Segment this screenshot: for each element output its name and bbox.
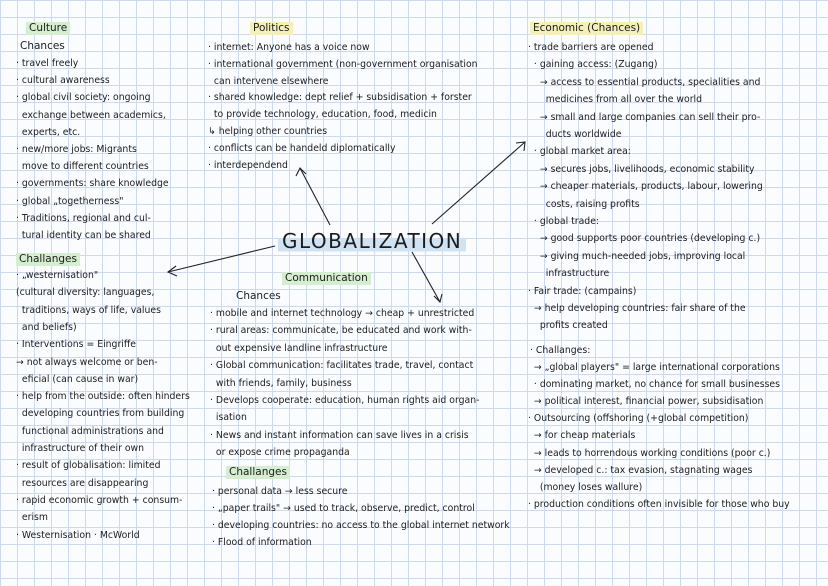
culture-challenge-item: · Interventions = Eingriffe — [16, 339, 136, 351]
communication-challenge-item: · personal data → less secure — [212, 486, 348, 497]
culture-challenge-item: · „westernisation" — [16, 270, 99, 281]
arrow-to-communication — [412, 252, 440, 302]
culture-chance-item: tural identity can be shared — [16, 230, 151, 241]
politics-item: · conflicts can be handeld diplomatically — [208, 142, 396, 154]
culture-challenge-item: developing countries from building — [16, 408, 185, 420]
politics-item: · interdependend — [208, 159, 288, 171]
economic-heading: Economic (Chances) — [530, 22, 643, 35]
economic-item: · trade barriers are opened — [528, 42, 654, 53]
economic-item: → good supports poor countries (developing c.) — [528, 233, 761, 245]
politics-item: · international government (non-government organisation — [208, 58, 478, 70]
culture-challenge-item: · result of globalisation: limited — [16, 460, 161, 472]
communication-chance-item: · mobile and internet technology → cheap + unrestricted — [210, 308, 475, 319]
economic-item: profits created — [528, 320, 608, 332]
arrow-to-economic — [432, 142, 525, 224]
culture-chance-item: · cultural awareness — [16, 75, 110, 87]
economic-challenge-item: → for cheap materials — [528, 430, 636, 442]
economic-challenge-item: · dominating market, no chance for small businesses — [528, 379, 780, 391]
culture-challenge-item: resources are disappearing — [16, 477, 149, 489]
communication-chance-item: with friends, family, business — [210, 377, 352, 389]
economic-challenge-item: → „global players" = large international corporations — [528, 362, 780, 373]
culture-chance-item: exchange between academics, — [16, 109, 166, 121]
communication-chance-item: · rural areas: communicate, be educated and work with- — [210, 325, 472, 337]
economic-item: → help developing countries: fair share of the — [528, 303, 746, 314]
economic-item: → secures jobs, livelihoods, economic stability — [528, 163, 755, 175]
economic-item: · global market area: — [528, 146, 631, 158]
economic-item: → giving much-needed jobs, improving local — [528, 250, 746, 262]
culture-challenge-item: · Westernisation · McWorld — [16, 529, 140, 541]
communication-chance-item: · Global communication: facilitates trade, travel, contact — [210, 360, 474, 372]
economic-item: medicines from all over the world — [528, 94, 703, 106]
arrow-to-politics — [300, 168, 330, 225]
communication-chance-item: or expose crime propaganda — [210, 447, 350, 459]
economic-challenge-item: (money loses wallure) — [528, 481, 643, 493]
economic-item: → cheaper materials, products, labour, lowering — [528, 181, 763, 193]
culture-heading: Culture — [26, 22, 70, 35]
economic-item: → access to essential products, specialities and — [528, 76, 761, 88]
economic-challenge-item: → leads to horrendous working conditions (poor c.) — [528, 447, 771, 459]
communication-chance-item: · News and instant information can save lives in a crisis — [210, 429, 469, 441]
politics-item: to provide technology, education, food, medicin — [208, 109, 437, 121]
economic-challenge-item: → developed c.: tax evasion, stagnating wages — [528, 464, 753, 476]
economic-challenge-item: · Outsourcing (offshoring (+global competition) — [528, 413, 749, 425]
economic-item: · Fair trade: (campains) — [528, 285, 637, 297]
economic-challenges-label: · Challanges: — [530, 345, 591, 356]
communication-chances-label: Chances — [236, 290, 281, 302]
culture-chance-item: · global civil society: ongoing — [16, 92, 151, 104]
culture-challenge-item: · help from the outside: often hinders — [16, 391, 190, 403]
arrow-to-culture — [168, 246, 275, 272]
politics-item: · shared knowledge: dept relief + subsidisation + forster — [208, 92, 472, 104]
communication-challenges-label: Challanges — [226, 466, 290, 479]
culture-challenge-item: eficial (can cause in war) — [16, 373, 139, 385]
communication-challenge-item: · „paper trails" → used to track, observe, predict, control — [212, 503, 475, 514]
culture-challenge-item: → not always welcome or ben- — [16, 356, 158, 368]
economic-challenge-item: · production conditions often invisible for those who buy — [528, 498, 790, 510]
culture-challenge-item: (cultural diversity: languages, — [16, 287, 155, 299]
culture-chances-label: Chances — [20, 40, 65, 52]
politics-item: · internet: Anyone has a voice now — [208, 42, 370, 53]
politics-item: can intervene elsewhere — [208, 75, 329, 87]
culture-challenge-item: functional administrations and — [16, 425, 164, 437]
main-title: GLOBALIZATION — [278, 228, 466, 254]
culture-chance-item: · global „togetherness" — [16, 195, 124, 207]
culture-chance-item: · Traditions, regional and cul- — [16, 212, 151, 224]
communication-heading: Communication — [282, 272, 371, 285]
communication-chance-item: isation — [210, 412, 247, 424]
culture-challenge-item: and beliefs) — [16, 321, 77, 333]
economic-item: · global trade: — [528, 216, 600, 227]
economic-item: · gaining access: (Zugang) — [528, 59, 658, 71]
culture-challenge-item: traditions, ways of life, values — [16, 304, 161, 316]
culture-challenge-item: infrastructure of their own — [16, 443, 145, 454]
communication-chance-item: · Develops cooperate: education, human rights aid organ- — [210, 395, 480, 406]
economic-item: → small and large companies can sell their pro- — [528, 111, 761, 123]
communication-challenge-item: · developing countries: no access to the global internet network — [212, 520, 510, 531]
politics-heading: Politics — [250, 22, 293, 35]
culture-challenges-label: Challanges — [16, 253, 80, 266]
economic-challenge-item: → political interest, financial power, subsidisation — [528, 396, 764, 408]
politics-item: ↳ helping other countries — [208, 126, 328, 137]
economic-item: infrastructure — [528, 268, 610, 280]
economic-item: costs, raising profits — [528, 198, 640, 210]
economic-item: ducts worldwide — [528, 129, 622, 140]
culture-chance-item: · new/more jobs: Migrants — [16, 144, 137, 155]
culture-chance-item: · travel freely — [16, 58, 79, 69]
culture-chance-item: · governments: share knowledge — [16, 178, 169, 190]
culture-chance-item: move to different countries — [16, 161, 149, 173]
culture-challenge-item: · rapid economic growth + consum- — [16, 494, 183, 506]
communication-chance-item: out expensive landline infrastructure — [210, 342, 388, 354]
culture-challenge-item: erism — [16, 512, 48, 524]
communication-challenge-item: · Flood of information — [212, 537, 312, 548]
culture-chance-item: experts, etc. — [16, 126, 81, 138]
